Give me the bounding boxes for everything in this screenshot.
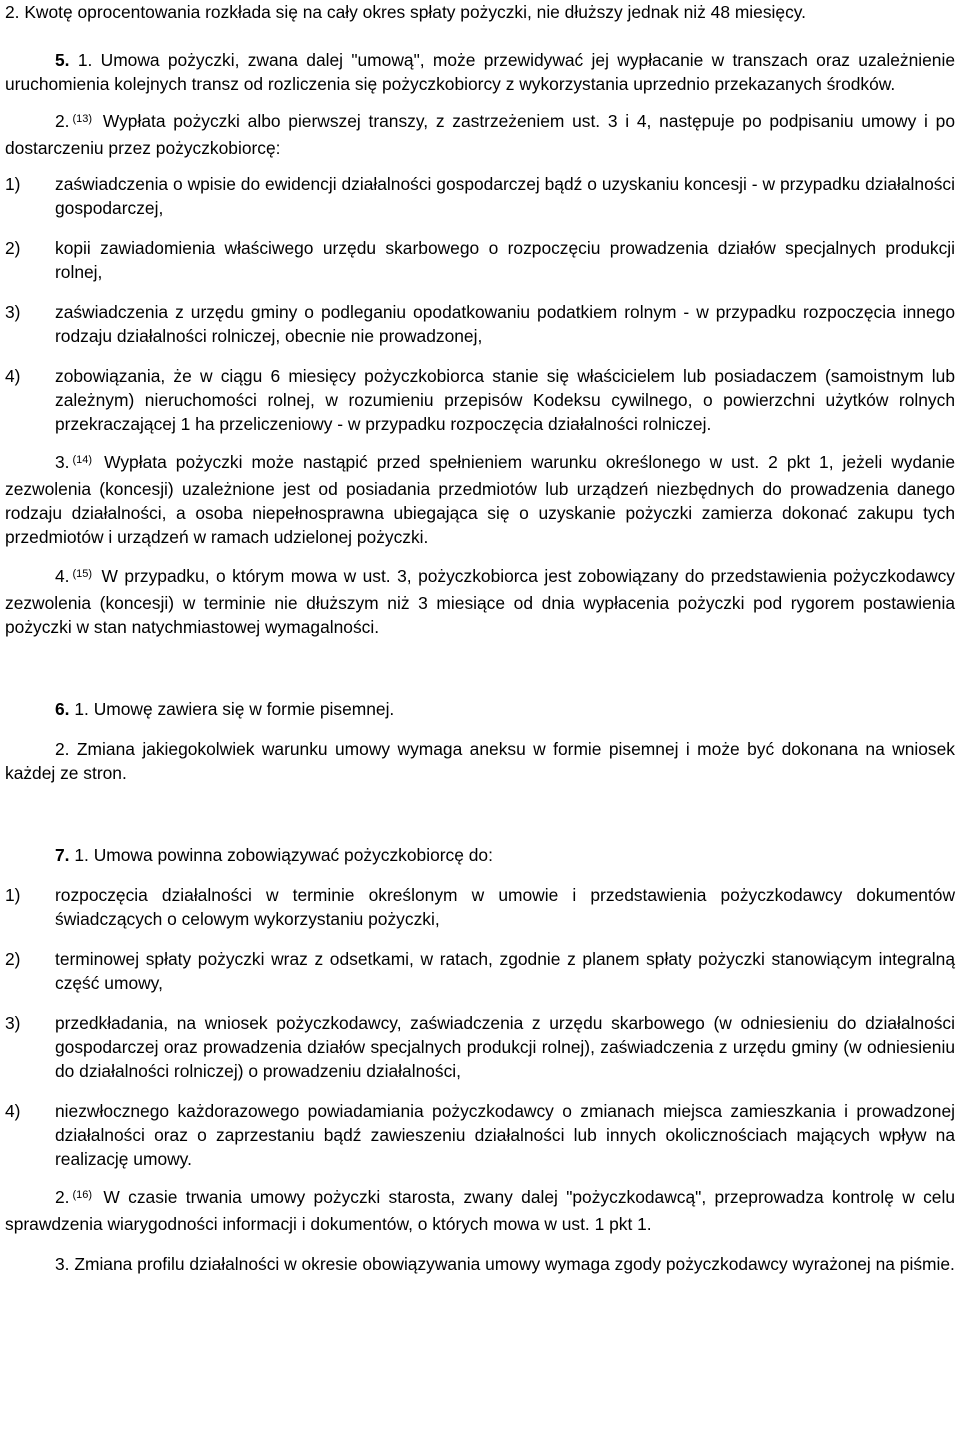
para-number: 2. xyxy=(55,1187,70,1207)
para-text: W czasie trwania umowy pożyczki starosta, zwany dalej "pożyczkodawcą", przeprowadza kontrolę w celu sprawdzenia wiarygodności informacji i dokumentów, o których mowa w ust. 1 pkt 1. xyxy=(5,1187,955,1234)
item-number: 1) xyxy=(5,885,21,905)
para-text: Wypłata pożyczki albo pierwszej transzy, z zastrzeżeniem ust. 3 i 4, następuje po podpisaniu umowy i po dostarczeniu przez pożyczkobiorcę: xyxy=(5,111,955,158)
list-item xyxy=(5,236,955,284)
list-item xyxy=(5,172,955,220)
item-number: 4) xyxy=(5,1101,21,1121)
item-number: 4) xyxy=(5,366,21,386)
para-text: Wypłata pożyczki może nastąpić przed spełnieniem warunku określonego w ust. 2 pkt 1, jeżeli wydanie zezwolenia (koncesji) uzależnione jest od posiadania przedmiotów lub urządzeń niezbędnych do prowadzenia danego rodzaju działalności, a osoba niepełnosprawna ubiegająca się o uzyskanie pożyczki zamierza dokonać zakupu tych przedmiotów i urządzeń w ramach udzielonej pożyczki. xyxy=(5,452,955,547)
item-text: zaświadczenia o wpisie do ewidencji działalności gospodarczej bądź o uzyskaniu koncesji - w przypadku działalności gospodarczej, xyxy=(55,174,955,218)
item-text: kopii zawiadomienia właściwego urzędu skarbowego o rozpoczęciu prowadzenia działów specjalnych produkcji rolnej, xyxy=(55,238,955,282)
s4-para-2: 2. Kwotę oprocentowania rozkłada się na cały okres spłaty pożyczki, nie dłuższy jednak niż 48 miesięcy. xyxy=(5,2,807,22)
para-text: 1. Umowę zawiera się w formie pisemnej. xyxy=(74,699,395,719)
item-text: zaświadczenia z urzędu gminy o podleganiu opodatkowaniu podatkiem rolnym - w przypadku rozpoczęcia innego rodzaju działalności rolniczej, obecnie nie prowadzonej, xyxy=(55,302,955,346)
s7-para-1 xyxy=(5,843,955,867)
para-text: 1. Umowa powinna zobowiązywać pożyczkobiorcę do: xyxy=(74,845,493,865)
item-number: 2) xyxy=(5,238,21,258)
s5-para-1 xyxy=(5,48,955,96)
list-item xyxy=(5,883,955,931)
para-number: 2. xyxy=(55,111,70,131)
s5-para-2 xyxy=(5,109,955,160)
footnote-ref[interactable]: (14) xyxy=(72,454,93,466)
item-number: 1) xyxy=(5,174,21,194)
document xyxy=(5,0,955,1276)
footnote-ref[interactable]: (16) xyxy=(72,1189,93,1201)
s6-para-2: 2. Zmiana jakiegokolwiek warunku umowy wymaga aneksu w formie pisemnej i może być dokonana na wniosek każdej ze stron. xyxy=(5,739,955,783)
list-item xyxy=(5,364,955,436)
list-item xyxy=(5,947,955,995)
item-text: terminowej spłaty pożyczki wraz z odsetkami, w ratach, zgodnie z planem spłaty pożyczki stanowiącym integralną część umowy, xyxy=(55,949,955,993)
list-item xyxy=(5,1011,955,1083)
footnote-ref[interactable]: (15) xyxy=(72,568,93,580)
list-item xyxy=(5,300,955,348)
item-text: przedkładania, na wniosek pożyczkodawcy, zaświadczenia z urzędu skarbowego (w odniesieniu do działalności gospodarczej oraz prowadzenia działów specjalnych produkcji rolnej), zaświadczenia z urzędu gminy (w odniesieniu do działalności rolniczej) o prowadzeniu działalności, xyxy=(55,1013,955,1081)
s5-para-4 xyxy=(5,564,955,639)
s6-para-1 xyxy=(5,697,955,721)
section-number: 5. xyxy=(55,50,70,70)
item-number: 3) xyxy=(5,302,21,322)
list-item xyxy=(5,1099,955,1171)
section-number: 6. xyxy=(55,699,70,719)
item-number: 2) xyxy=(5,949,21,969)
item-number: 3) xyxy=(5,1013,21,1033)
para-number: 4. xyxy=(55,566,70,586)
s5-para-3 xyxy=(5,450,955,549)
item-text: zobowiązania, że w ciągu 6 miesięcy pożyczkobiorca stanie się właścicielem lub posiadaczem (samoistnym lub zależnym) nieruchomości rolnej, w rozumieniu przepisów Kodeksu cywilnego, o powierzchni użytków rolnych przekraczającej 1 ha przeliczeniowy - w przypadku rozpoczęcia działalności rolniczej. xyxy=(55,366,955,434)
item-text: rozpoczęcia działalności w terminie określonym w umowie i przedstawienia pożyczkodawcy dokumentów świadczących o celowym wykorzystaniu pożyczki, xyxy=(55,885,955,929)
s7-para-3: 3. Zmiana profilu działalności w okresie obowiązywania umowy wymaga zgody pożyczkodawcy wyrażonej na piśmie. xyxy=(55,1254,955,1274)
section-number: 7. xyxy=(55,845,70,865)
para-text: 1. Umowa pożyczki, zwana dalej "umową", może przewidywać jej wypłacanie w transzach oraz uzależnienie uruchomienia kolejnych transz od rozliczenia się pożyczkobiorcy z wykorzystania uprzednio przekazanych środków. xyxy=(5,50,955,94)
s7-para-2 xyxy=(5,1185,955,1236)
para-text: W przypadku, o którym mowa w ust. 3, pożyczkobiorca jest zobowiązany do przedstawienia pożyczkodawcy zezwolenia (koncesji) w terminie nie dłuższym niż 3 miesiące od dnia wypłacenia pożyczki pod rygorem postawienia pożyczki w stan natychmiastowej wymagalności. xyxy=(5,566,955,637)
footnote-ref[interactable]: (13) xyxy=(72,113,93,125)
item-text: niezwłocznego każdorazowego powiadamiania pożyczkodawcy o zmianach miejsca zamieszkania i prowadzonej działalności oraz o zaprzestaniu bądź zawieszeniu działalności lub innych okolicznościach mających wpływ na realizację umowy. xyxy=(55,1101,955,1169)
para-number: 3. xyxy=(55,452,70,472)
